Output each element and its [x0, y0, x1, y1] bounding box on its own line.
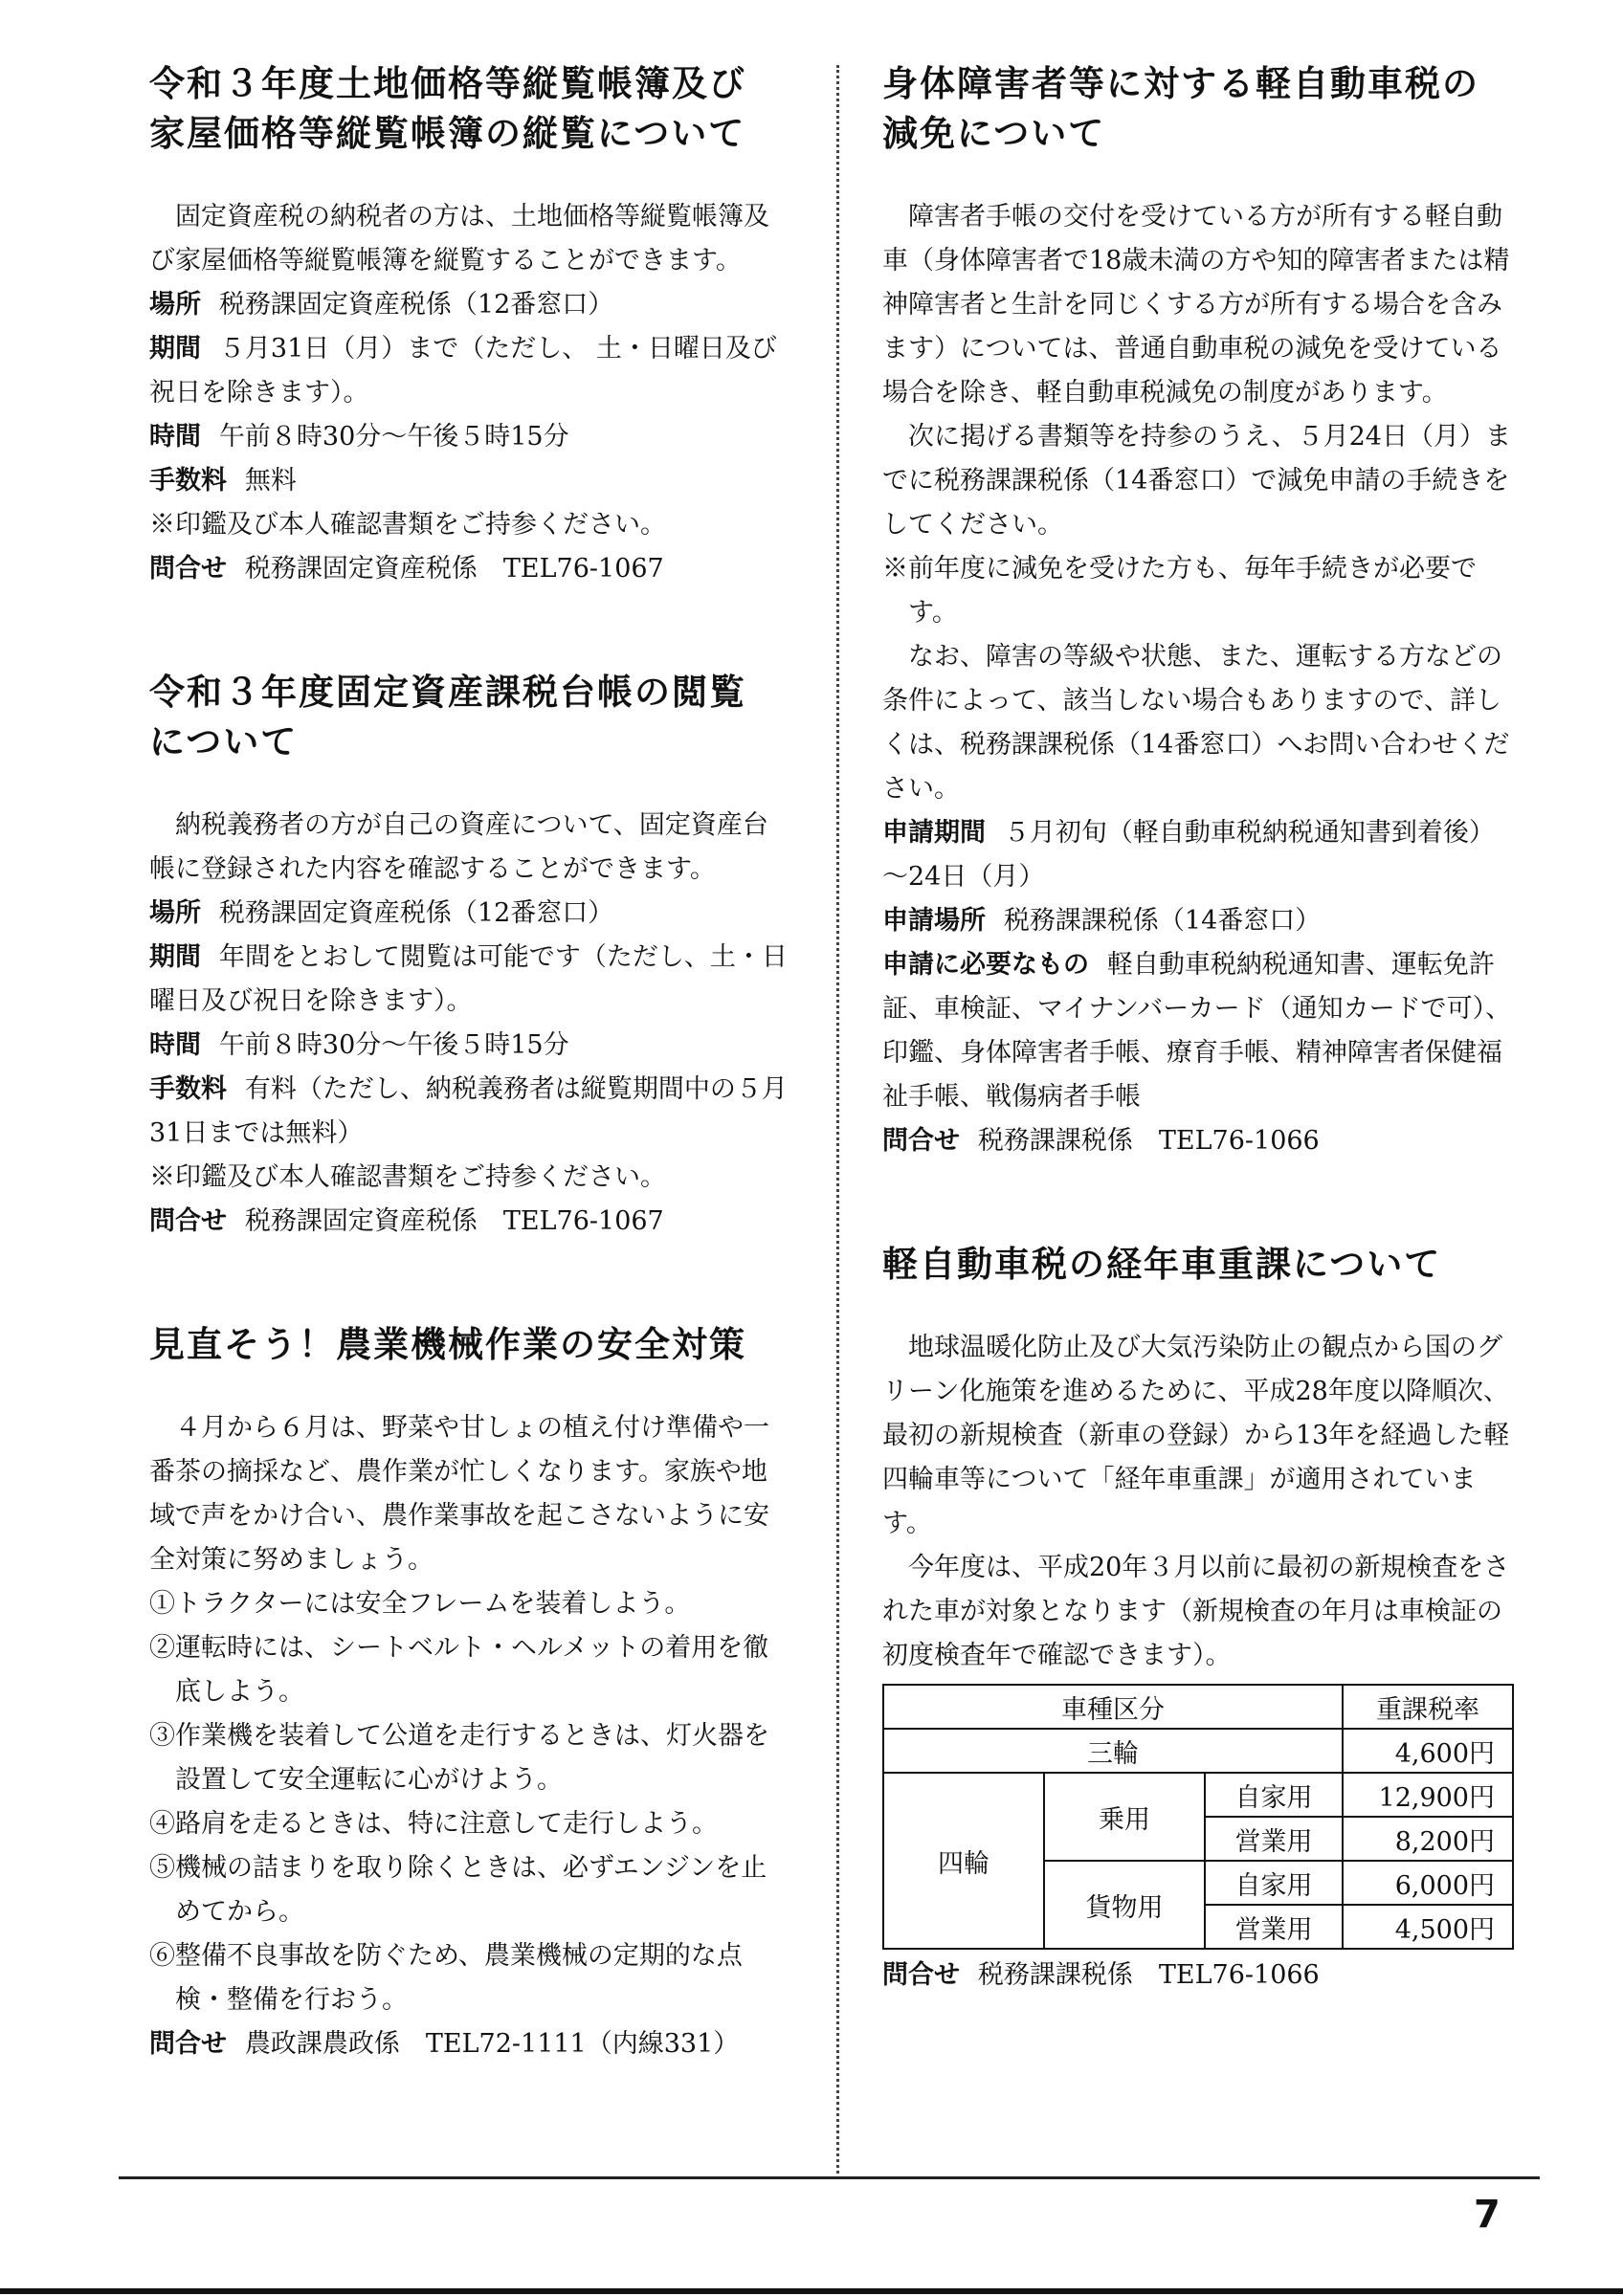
- table-header-row: [883, 1685, 1513, 1729]
- cell-four-wheel: 四輪: [883, 1773, 1044, 1949]
- contact-label: 問合せ: [149, 554, 227, 584]
- time-label: 時間: [149, 1030, 201, 1060]
- paragraph: なお、障害の等級や状態、また、運転する方などの条件によって、該当しない場合もありますので、詳しくは、税務課課税係（14番窓口）へお問い合わせください。: [882, 642, 1510, 804]
- title-line-1: 令和３年度土地価格等縦覧帳簿及び: [149, 63, 746, 104]
- notice-text: ※前年度に減免を受けた方も、毎年手続きが必要です。: [882, 554, 1477, 628]
- column-divider: [836, 65, 839, 2179]
- cell-amount: 12,900円: [1343, 1773, 1513, 1817]
- contact-row: [882, 1119, 1514, 1163]
- time-row: [149, 1024, 790, 1068]
- contact-label: 問合せ: [882, 1126, 960, 1156]
- period-value: ５月31日（月）まで（ただし、 土・日曜日及び祝日を除きます）。: [149, 334, 777, 408]
- time-row: [149, 415, 790, 459]
- list-item: ⑥整備不良事故を防ぐため、農業機械の定期的な点検・整備を行おう。: [149, 1941, 743, 2015]
- cell-passenger: 乗用: [1044, 1773, 1205, 1861]
- cell-cargo: 貨物用: [1044, 1861, 1205, 1949]
- contact-value: 税務課課税係 TEL76-1066: [977, 1960, 1320, 1990]
- contact-row: [149, 1200, 790, 1244]
- fee-row: [149, 459, 790, 503]
- title-line-2: 家屋価格等縦覧帳簿の縦覧について: [149, 113, 746, 154]
- paragraph: 次に掲げる書類等を持参のうえ、５月24日（月）までに税務課課税係（14番窓口）で減免申請の手続きをしてください。: [882, 422, 1511, 540]
- period-row: [149, 936, 790, 1024]
- title-line-1: 身体障害者等に対する軽自動車税の: [882, 63, 1479, 104]
- cell-business-use: 営業用: [1205, 1817, 1343, 1861]
- cell-private-use: 自家用: [1205, 1861, 1343, 1905]
- period-label: 期間: [149, 942, 201, 972]
- title-line-2: について: [149, 721, 299, 762]
- list-item: ③作業機を装着して公道を走行するときは、灯火器を設置して安全運転に心がけよう。: [149, 1721, 769, 1795]
- section-title: [149, 668, 790, 767]
- contact-label: 問合せ: [149, 2029, 227, 2059]
- title-line-1: 令和３年度固定資産課税台帳の閲覧: [149, 672, 746, 713]
- fee-label: 手数料: [149, 466, 227, 496]
- apply-period-row: [882, 811, 1514, 899]
- intro-text: 固定資産税の納税者の方は、土地価格等縦覧帳簿及び家屋価格等縦覧帳簿を縦覧することができます。: [149, 202, 769, 276]
- page-number: 7: [1474, 2193, 1501, 2237]
- place-label: 場所: [149, 290, 201, 320]
- cell-three-wheel: 三輪: [883, 1729, 1343, 1773]
- section-title: [149, 59, 790, 159]
- cell-private-use: 自家用: [1205, 1773, 1343, 1817]
- period-row: [149, 327, 790, 415]
- cell-business-use: 営業用: [1205, 1905, 1343, 1949]
- period-value: 年間をとおして閲覧は可能です（ただし、土・日曜日及び祝日を除きます）。: [149, 942, 788, 1016]
- place-value: 税務課固定資産税係（12番窓口）: [218, 898, 614, 928]
- list-item: ②運転時には、シートベルト・ヘルメットの着用を徹底しよう。: [149, 1633, 769, 1707]
- place-row: [149, 283, 790, 327]
- left-column: [149, 59, 790, 2143]
- bottom-edge-rule: [0, 2288, 1623, 2294]
- section-title: [882, 59, 1514, 159]
- title-line-2: 減免について: [882, 113, 1106, 154]
- header-vehicle-type: 車種区分: [883, 1685, 1343, 1729]
- contact-value: 税務課課税係 TEL76-1066: [977, 1126, 1320, 1156]
- cell-three-wheel-amount: 4,600円: [1343, 1729, 1513, 1773]
- contact-label: 問合せ: [149, 1206, 227, 1236]
- apply-period-value: ５月初旬（軽自動車税納税通知書到着後）～24日（月）: [882, 818, 1495, 892]
- list-item: ⑤機械の詰まりを取り除くときは、必ずエンジンを止めてから。: [149, 1853, 767, 1927]
- section-title: 見直そう！農業機械作業の安全対策: [149, 1324, 746, 1365]
- table-row: [883, 1773, 1513, 1817]
- list-item: ④路肩を走るときは、特に注意して走行しよう。: [149, 1809, 718, 1839]
- apply-place-label: 申請場所: [882, 906, 986, 936]
- section-land-register-inspection: [149, 59, 790, 591]
- header-surcharge-rate: 重課税率: [1343, 1685, 1513, 1729]
- contact-row: [149, 547, 790, 591]
- right-column: [882, 59, 1514, 2074]
- intro-text: ４月から６月は、野菜や甘しょの植え付け準備や一番茶の摘採など、農作業が忙しくなります。家族や地域で声をかけ合い、農作業事故を起こさないように安全対策に努めましょう。: [149, 1413, 769, 1575]
- contact-label: 問合せ: [882, 1960, 960, 1990]
- place-value: 税務課固定資産税係（12番窓口）: [218, 290, 614, 320]
- time-value: 午前８時30分～午後５時15分: [218, 422, 569, 452]
- cell-amount: 8,200円: [1343, 1817, 1513, 1861]
- required-items-row: [882, 943, 1514, 1119]
- fee-value: 有料（ただし、納税義務者は縦覧期間中の５月31日までは無料）: [149, 1074, 788, 1148]
- cell-amount: 6,000円: [1343, 1861, 1513, 1905]
- paragraph: 障害者手帳の交付を受けている方が所有する軽自動車（身体障害者で18歳未満の方や知的障害者または精神障害者と生計を同じくする方が所有する場合を含みます）については、普通自動車税の減免を受けている場合を除き、軽自動車税減免の制度があります。: [882, 202, 1510, 408]
- section-tax-ledger-viewing: [149, 668, 790, 1244]
- paragraph: 今年度は、平成20年３月以前に最初の新規検査をされた車が対象となります（新規検査の年月は車検証の初度検査年で確認できます）。: [882, 1553, 1510, 1670]
- time-value: 午前８時30分～午後５時15分: [218, 1030, 569, 1060]
- footer-rule: [119, 2176, 1540, 2179]
- period-label: 期間: [149, 334, 201, 364]
- apply-place-value: 税務課課税係（14番窓口）: [1003, 906, 1322, 936]
- section-aged-vehicle-surcharge: [882, 1240, 1514, 1998]
- section-title: 軽自動車税の経年車重課について: [882, 1244, 1442, 1285]
- note-text: ※印鑑及び本人確認書類をご持参ください。: [149, 510, 666, 540]
- apply-place-row: [882, 899, 1514, 943]
- surcharge-rate-table: [882, 1684, 1514, 1950]
- fee-value: 無料: [244, 466, 297, 496]
- table-row: [883, 1729, 1513, 1773]
- apply-period-label: 申請期間: [882, 818, 986, 848]
- contact-value: 税務課固定資産税係 TEL76-1067: [244, 554, 664, 584]
- required-items-value: 軽自動車税納税通知書、運転免許証、車検証、マイナンバーカード（通知カードで可）、印鑑、身体障害者手帳、療育手帳、精神障害者保健福祉手帳、戦傷病者手帳: [882, 950, 1512, 1112]
- time-label: 時間: [149, 422, 201, 452]
- contact-value: 農政課農政係 TEL72-1111（内線331）: [244, 2029, 740, 2059]
- paragraph: 地球温暖化防止及び大気汚染防止の観点から国のグリーン化施策を進めるために、平成28年度以降順次、最初の新規検査（新車の登録）から13年を経過した軽四輪車等について「経年車重課」が適用されています。: [882, 1333, 1510, 1538]
- intro-text: 納税義務者の方が自己の資産について、固定資産台帳に登録された内容を確認することができます。: [149, 810, 768, 884]
- contact-value: 税務課固定資産税係 TEL76-1067: [244, 1206, 664, 1236]
- note-text: ※印鑑及び本人確認書類をご持参ください。: [149, 1162, 666, 1192]
- fee-label: 手数料: [149, 1074, 227, 1104]
- required-items-label: 申請に必要なもの: [882, 950, 1089, 980]
- contact-row: [882, 1954, 1514, 1998]
- cell-amount: 4,500円: [1343, 1905, 1513, 1949]
- list-item: ①トラクターには安全フレームを装着しよう。: [149, 1589, 691, 1619]
- contact-row: [149, 2022, 790, 2066]
- section-farm-machinery-safety: [149, 1320, 790, 2066]
- place-row: [149, 892, 790, 936]
- place-label: 場所: [149, 898, 201, 928]
- section-light-vehicle-tax-reduction: [882, 59, 1514, 1163]
- fee-row: [149, 1068, 790, 1156]
